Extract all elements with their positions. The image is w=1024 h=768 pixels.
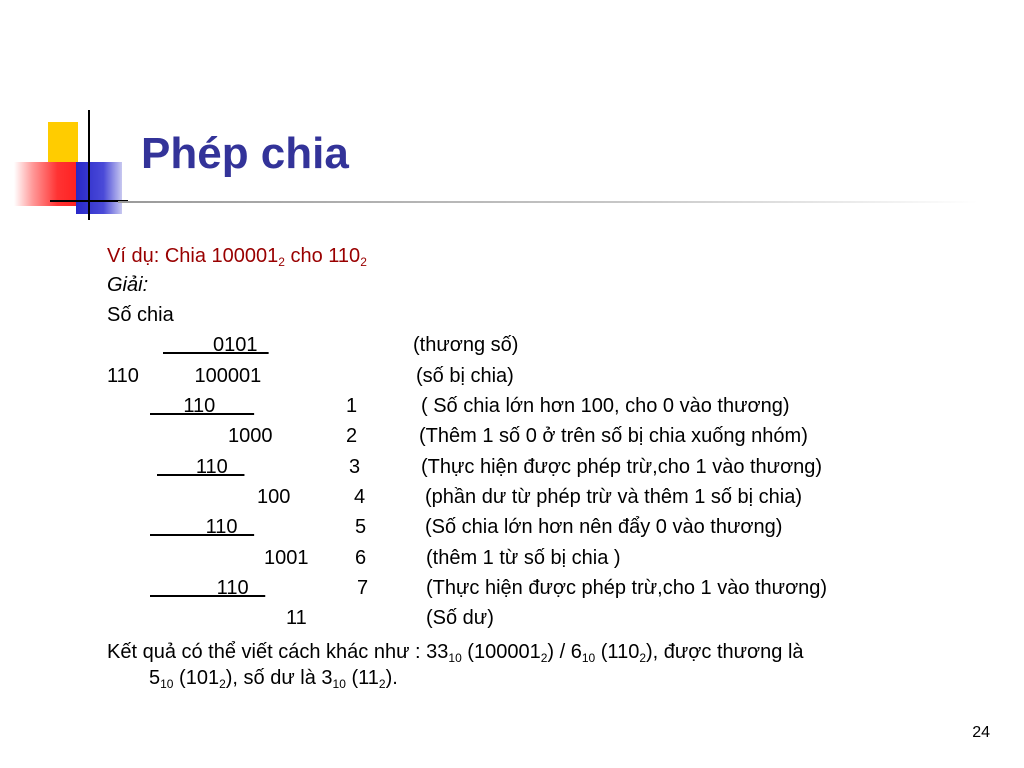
step-number: 2 [346, 425, 358, 447]
step-number: 4 [354, 486, 366, 508]
remainder-value: 11 [286, 607, 307, 629]
row-note: (thương số) [413, 334, 519, 356]
row-note: (Thêm 1 số 0 ở trên số bị chia xuống nhóm) [419, 425, 808, 447]
divisor-label: Số chia [107, 304, 174, 326]
row-note: (Thực hiện được phép trừ,cho 1 vào thương) [421, 456, 823, 478]
row-note: ( Số chia lớn hơn 100, cho 0 vào thương) [421, 395, 790, 417]
work-value: 100 [257, 486, 291, 508]
decor-vertical-line [88, 110, 90, 220]
work-value: 1001 [264, 547, 309, 569]
row-note: (số bị chia) [416, 365, 514, 387]
division-setup: 110 100001 [107, 365, 262, 387]
row-note: (Thực hiện được phép trừ,cho 1 vào thương) [426, 577, 828, 599]
row-note: (thêm 1 từ số bị chia ) [426, 547, 621, 569]
slide-title: Phép chia [141, 129, 349, 178]
step-number: 1 [346, 395, 358, 417]
row-note: (Số dư) [426, 607, 494, 629]
work-value: 110 [150, 395, 255, 417]
result-line-2: $5_{10}$ $(101_2)$, số dư là $3_{10}$ $(11_2)$. [149, 667, 398, 691]
work-value: 1000 [228, 425, 273, 447]
row-note: (Số chia lớn hơn nên đẩy 0 vào thương) [425, 516, 783, 538]
step-number: 7 [357, 577, 369, 599]
work-value: 110 [150, 516, 255, 538]
row-note: (phần dư từ phép trừ và thêm 1 số bị chia) [425, 486, 803, 508]
result-line-1: Kết quả có thể viết cách khác như : $33_{10}$ $(100001_2) / 6_{10}$ $(110_2)$, được thương là [107, 641, 804, 665]
decor-horizontal-line [50, 200, 128, 202]
work-value: 110 [150, 577, 266, 599]
page-number: 24 [972, 724, 990, 741]
step-number: 6 [355, 547, 367, 569]
title-rule [118, 201, 978, 203]
step-number: 3 [349, 456, 361, 478]
quotient-value: 0101 [163, 334, 269, 356]
example-line: Ví dụ: Chia $100001_2$ cho $110_2$ [107, 245, 367, 269]
decor-blue-block [76, 162, 122, 214]
work-value: 110 [157, 456, 245, 478]
step-number: 5 [355, 516, 367, 538]
solution-label: Giải: [107, 274, 149, 296]
